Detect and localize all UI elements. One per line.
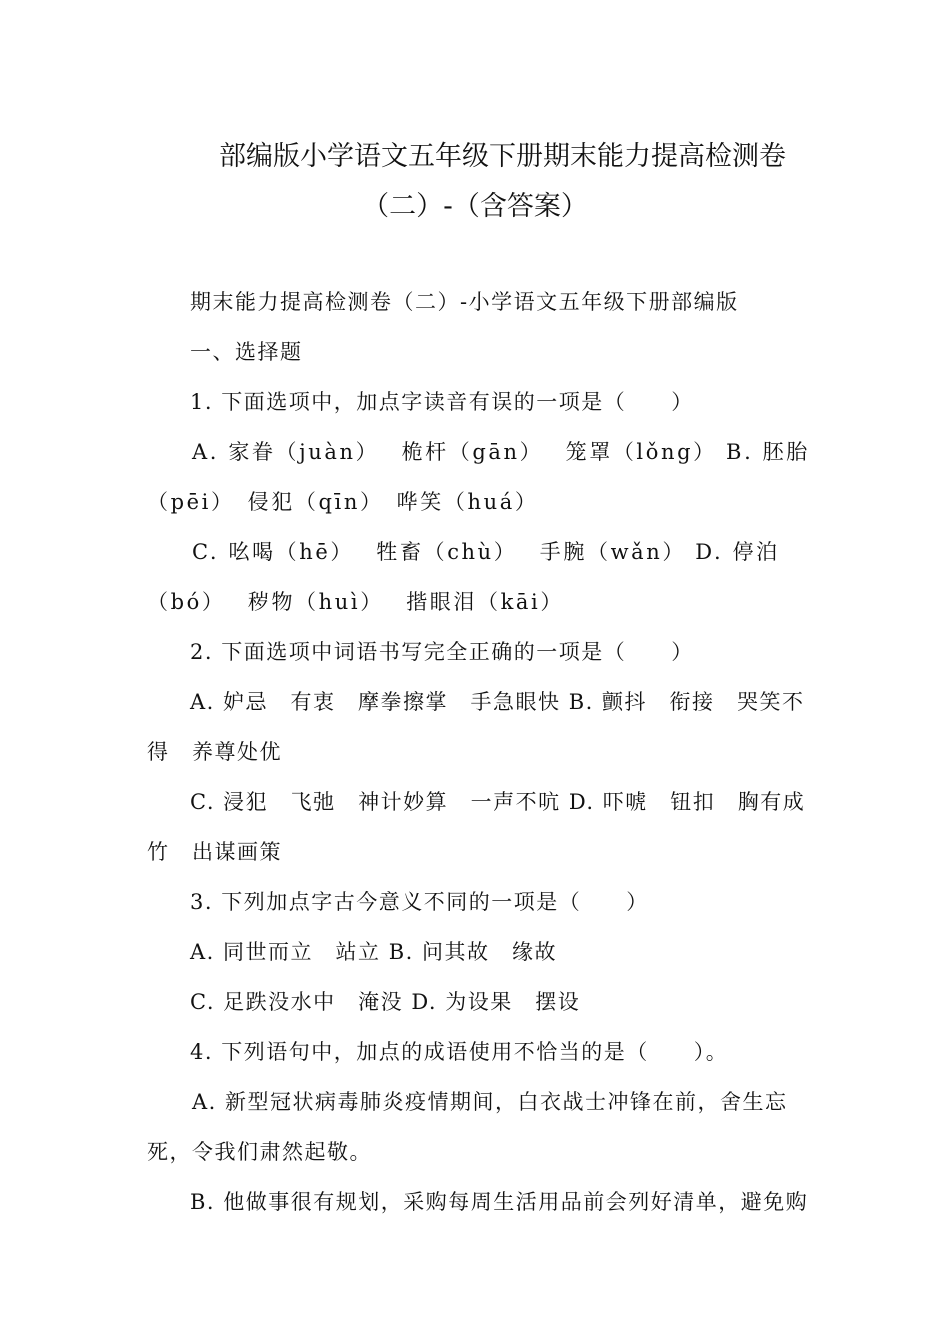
question-2-options-line-4: 竹 出谋画策	[147, 840, 282, 864]
question-1-options-line-4: （bó） 秽物（huì） 揩眼泪（kāi）	[147, 590, 564, 614]
question-4-option-b-line-1: B. 他做事很有规划，采购每周生活用品前会列好清单，避免购	[190, 1190, 809, 1214]
question-4-option-a-line-1: A. 新型冠状病毒肺炎疫情期间，白衣战士冲锋在前，舍生忘	[192, 1090, 788, 1114]
question-3: 3. 下列加点字古今意义不同的一项是（ ）	[190, 890, 649, 914]
question-1-options-line-1: A. 家眷（juàn） 桅杆（gān） 笼罩（lǒng） B. 胚胎	[192, 440, 810, 464]
question-3-options-line-1: A. 同世而立 站立 B. 问其故 缘故	[190, 940, 557, 964]
question-1-options-line-2: （pēi） 侵犯（qīn） 哗笑（huá）	[147, 490, 539, 514]
document-title-line-1: 部编版小学语文五年级下册期末能力提高检测卷	[219, 141, 786, 172]
question-3-options-line-2: C. 足跌没水中 淹没 D. 为设果 摆设	[190, 990, 581, 1014]
question-2-options-line-3: C. 浸犯 飞弛 神计妙算 一声不吭 D. 吓唬 钮扣 胸有成	[190, 790, 806, 814]
document-title-line-2: （二）-（含答案）	[362, 191, 588, 222]
question-4: 4. 下列语句中，加点的成语使用不恰当的是（ ）。	[190, 1040, 729, 1064]
question-2: 2. 下面选项中词语书写完全正确的一项是（ ）	[190, 640, 694, 664]
question-2-options-line-1: A. 妒忌 有衷 摩拳擦掌 手急眼快 B. 颤抖 衔接 哭笑不	[190, 690, 805, 714]
question-2-options-line-2: 得 养尊处优	[147, 740, 282, 764]
question-1: 1. 下面选项中，加点字读音有误的一项是（ ）	[190, 390, 694, 414]
question-4-option-a-line-2: 死，令我们肃然起敬。	[147, 1140, 372, 1164]
section-heading: 一、选择题	[190, 340, 303, 364]
question-1-options-line-3: C. 吆喝（hē） 牲畜（chù） 手腕（wǎn） D. 停泊	[192, 540, 780, 564]
document-subtitle: 期末能力提高检测卷（二）-小学语文五年级下册部编版	[190, 290, 739, 314]
